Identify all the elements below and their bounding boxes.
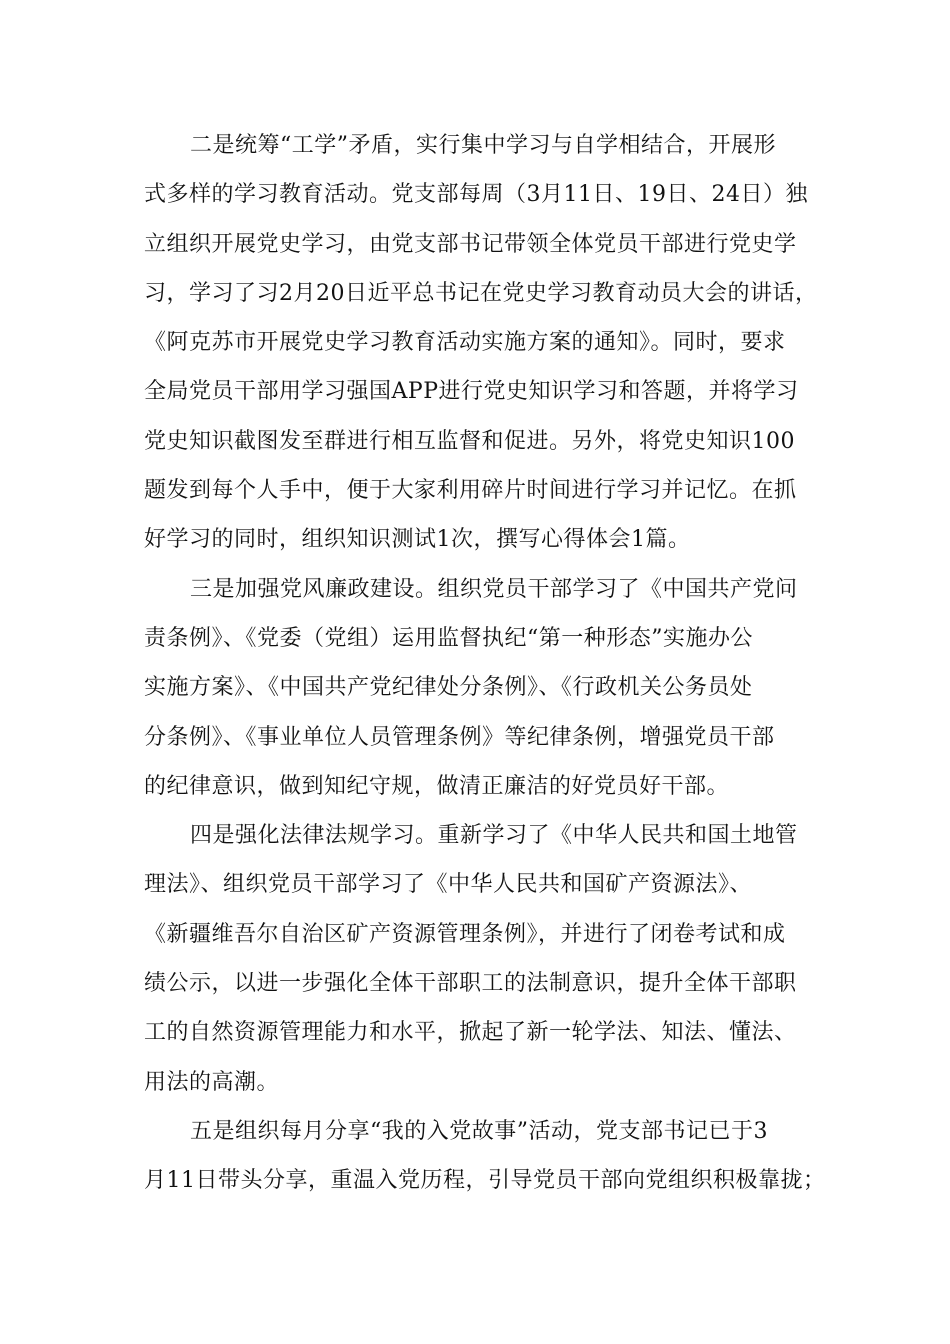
paragraph-line: 用法的高潮。 <box>144 1069 280 1095</box>
paragraph-line: 党史知识截图发至群进行相互监督和促进。另外，将党史知识100 <box>144 428 795 454</box>
paragraph-line: 理法》、组织党员干部学习了《中华人民共和国矿产资源法》、 <box>144 872 753 898</box>
paragraph-line: 四是强化法律法规学习。重新学习了《中华人民共和国土地管 <box>190 823 798 849</box>
paragraph-line: 分条例》、《事业单位人员管理条例》等纪律条例，增强党员干部 <box>144 724 775 750</box>
document-body <box>144 121 828 1206</box>
paragraph-4 <box>144 1107 828 1206</box>
paragraph-line: 五是组织每月分享“我的入党故事”活动，党支部书记已于3 <box>190 1118 768 1144</box>
paragraph-line: 月11日带头分享，重温入党历程，引导党员干部向党组织积极靠拢； <box>144 1168 826 1194</box>
paragraph-line: 的纪律意识，做到知纪守规，做清正廉洁的好党员好干部。 <box>144 773 730 799</box>
paragraph-line: 三是加强党风廉政建设。组织党员干部学习了《中国共产党问 <box>190 576 798 602</box>
paragraph-line: 绩公示，以进一步强化全体干部职工的法制意识，提升全体干部职 <box>144 971 797 997</box>
paragraph-line: 《新疆维吾尔自治区矿产资源管理条例》，并进行了闭卷考试和成 <box>144 921 786 947</box>
paragraph-line: 好学习的同时，组织知识测试1次，撰写心得体会1篇。 <box>144 527 691 553</box>
paragraph-line: 工的自然资源管理能力和水平，掀起了新一轮学法、知法、懂法、 <box>144 1020 797 1046</box>
paragraph-line: 实施方案》、《中国共产党纪律处分条例》、《行政机关公务员处 <box>144 675 753 701</box>
paragraph-1 <box>144 121 828 565</box>
paragraph-line: 二是统筹“工学”矛盾，实行集中学习与自学相结合，开展形 <box>190 133 776 158</box>
paragraph-3 <box>144 811 828 1107</box>
paragraph-line: 习，学习了习2月20日近平总书记在党史学习教育动员大会的讲话， <box>144 280 818 306</box>
paragraph-2 <box>144 565 828 811</box>
paragraph-line: 式多样的学习教育活动。党支部每周（3月11日、19日、24日）独 <box>144 182 808 208</box>
paragraph-line: 题发到每个人手中，便于大家利用碎片时间进行学习并记忆。在抓 <box>144 478 797 504</box>
paragraph-line: 立组织开展党史学习，由党支部书记带领全体党员干部进行党史学 <box>144 231 797 257</box>
paragraph-line: 《阿克苏市开展党史学习教育活动实施方案的通知》。同时，要求 <box>144 330 786 356</box>
paragraph-line: 全局党员干部用学习强国APP进行党史知识学习和答题，并将学习 <box>144 379 799 405</box>
paragraph-line: 责条例》、《党委（党组）运用监督执纪“第一种形态”实施办公 <box>144 625 753 651</box>
